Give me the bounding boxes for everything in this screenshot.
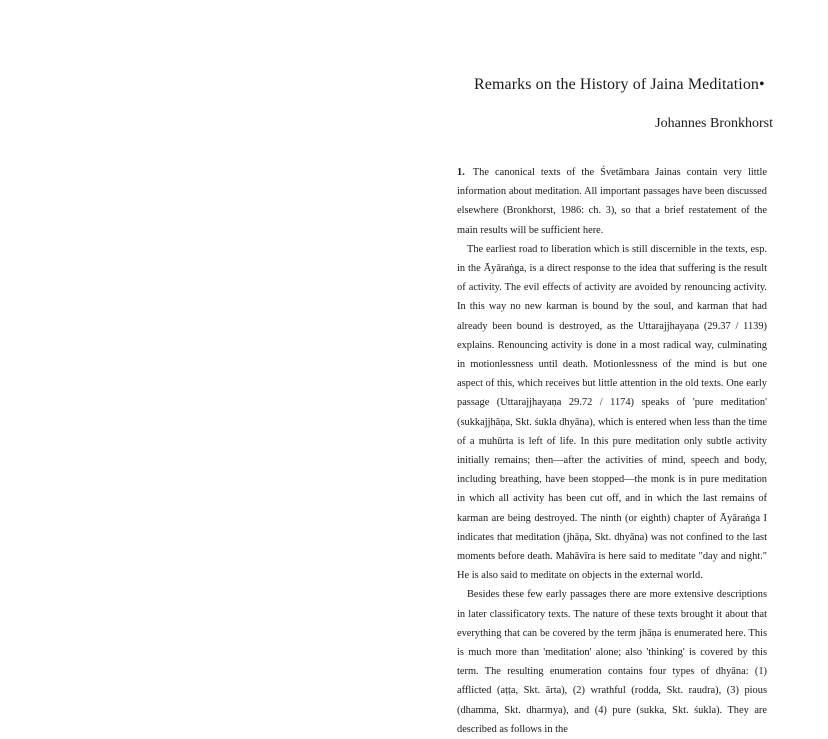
paragraph-2: The earliest road to liberation which is still discernible in the texts, esp. in the Āyāraṅga, is a direct response to the idea that suffering is the result of activity. The evil effects of activity are avoided by renouncing activity. In this way no new karman is bound by the soul, and karman that had already been bound is destroyed, as the Uttarajjhayaṇa (29.37 / 1139) explains. Renouncing activity is done in a most radical way, culminating in motionlessness until death. Motionlessness of the mind is but one aspect of this, which receives but little attention in the old texts. One early passage (Uttarajjhayaṇa 29.72 / 1174) speaks of 'pure meditation' (sukkajjhāṇa, Skt. śukla dhyāna), which is entered when less than the time of a muhūrta is left of life. In this pure meditation only subtle activity initially remains; then—after the activities of mind, speech and body, including breathing, have been stopped—the monk is in pure meditation in which all activity has been cut off, and in which the last remains of karman are being destroyed. The ninth (or eighth) chapter of Āyāraṅga I indicates that meditation (jhāṇa, Skt. dhyāna) was not confined to the last moments before death. Mahāvīra is here said to meditate "day and night." He is also said to meditate on objects in the external world. [457,243,767,582]
article-title: Remarks on the History of Jaina Meditation• [474,76,765,93]
paragraph-3: Besides these few early passages there are more extensive descriptions in later classificatory texts. The nature of these texts brought it about that everything that can be covered by the term jhāṇa is enumerated here. This is much more than 'meditation' alone; also 'thinking' is covered by this term. The resulting enumeration contains four types of dhyāna: (1) afflicted (aṭṭa, Skt. ārta), (2) wrathful (rodda, Skt. raudra), (3) pious (dhamma, Skt. dharmya), and (4) pure (sukka, Skt. śukla). They are described as follows in the [457,589,767,735]
section-number: 1. [457,167,465,178]
article-body [457,163,767,739]
article-author: Johannes Bronkhorst [655,116,773,131]
paragraph-1 [457,163,767,240]
paragraph-1-text: The canonical texts of the Śvetāmbara Jainas contain very little information about meditation. All important passages have been discussed elsewhere (Bronkhorst, 1986: ch. 3), so that a brief restatement of the main results will be sufficient here. [457,167,767,236]
